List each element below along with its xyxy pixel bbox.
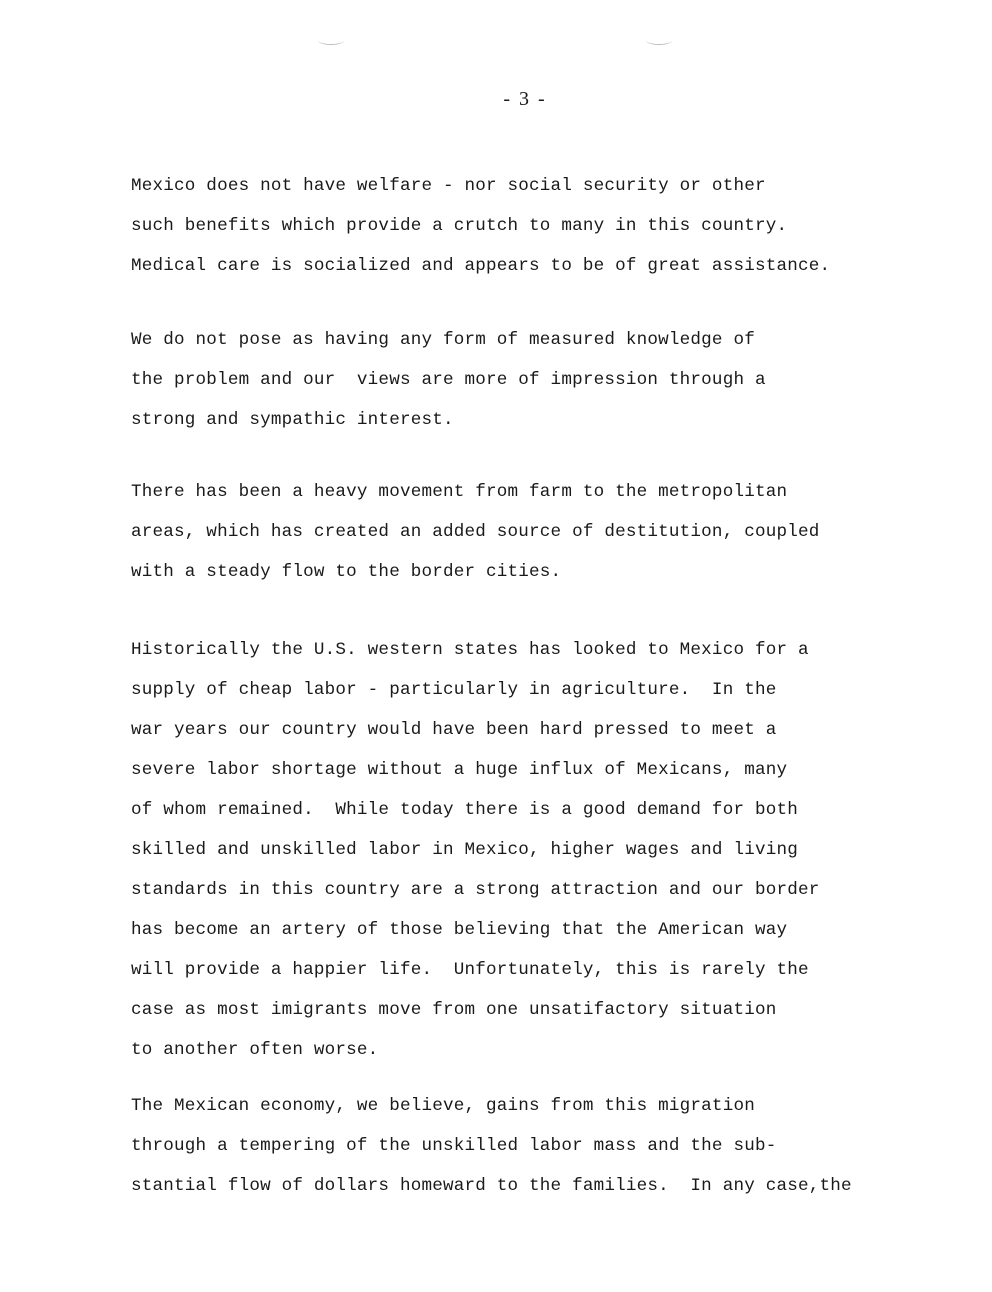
text-line: strong and sympathic interest. <box>131 410 454 430</box>
text-line: Historically the U.S. western states has looked to Mexico for a <box>131 640 809 660</box>
text-line: through a tempering of the unskilled labor mass and the sub- <box>131 1136 777 1156</box>
paragraph <box>131 166 961 286</box>
text-line: standards in this country are a strong attraction and our border <box>131 880 820 900</box>
scan-smudge-mark <box>318 36 344 45</box>
text-line: The Mexican economy, we believe, gains from this migration <box>131 1096 755 1116</box>
text-line: Medical care is socialized and appears to be of great assistance. <box>131 256 831 276</box>
text-line: Mexico does not have welfare - nor social security or other <box>131 176 766 196</box>
text-line: has become an artery of those believing that the American way <box>131 920 788 940</box>
paragraph <box>131 320 961 440</box>
text-line: There has been a heavy movement from farm to the metropolitan <box>131 482 788 502</box>
paragraph <box>131 472 961 592</box>
body-text <box>131 166 961 1206</box>
text-line: will provide a happier life. Unfortunately, this is rarely the <box>131 960 809 980</box>
text-line: stantial flow of dollars homeward to the families. In any case,the <box>131 1176 852 1196</box>
text-line: skilled and unskilled labor in Mexico, higher wages and living <box>131 840 798 860</box>
paragraph <box>131 1086 961 1206</box>
scan-smudge-mark <box>646 36 672 45</box>
text-line: such benefits which provide a crutch to many in this country. <box>131 216 788 236</box>
text-line: areas, which has created an added source of destitution, coupled <box>131 522 820 542</box>
text-line: the problem and our views are more of impression through a <box>131 370 766 390</box>
text-line: supply of cheap labor - particularly in agriculture. In the <box>131 680 777 700</box>
text-line: severe labor shortage without a huge influx of Mexicans, many <box>131 760 788 780</box>
text-line: case as most imigrants move from one unsatifactory situation <box>131 1000 777 1020</box>
text-line: war years our country would have been hard pressed to meet a <box>131 720 777 740</box>
paragraph <box>131 630 961 1070</box>
page-number: - 3 - <box>503 88 547 110</box>
text-line: to another often worse. <box>131 1040 379 1060</box>
text-line: We do not pose as having any form of measured knowledge of <box>131 330 755 350</box>
text-line: of whom remained. While today there is a good demand for both <box>131 800 798 820</box>
text-line: with a steady flow to the border cities. <box>131 562 562 582</box>
